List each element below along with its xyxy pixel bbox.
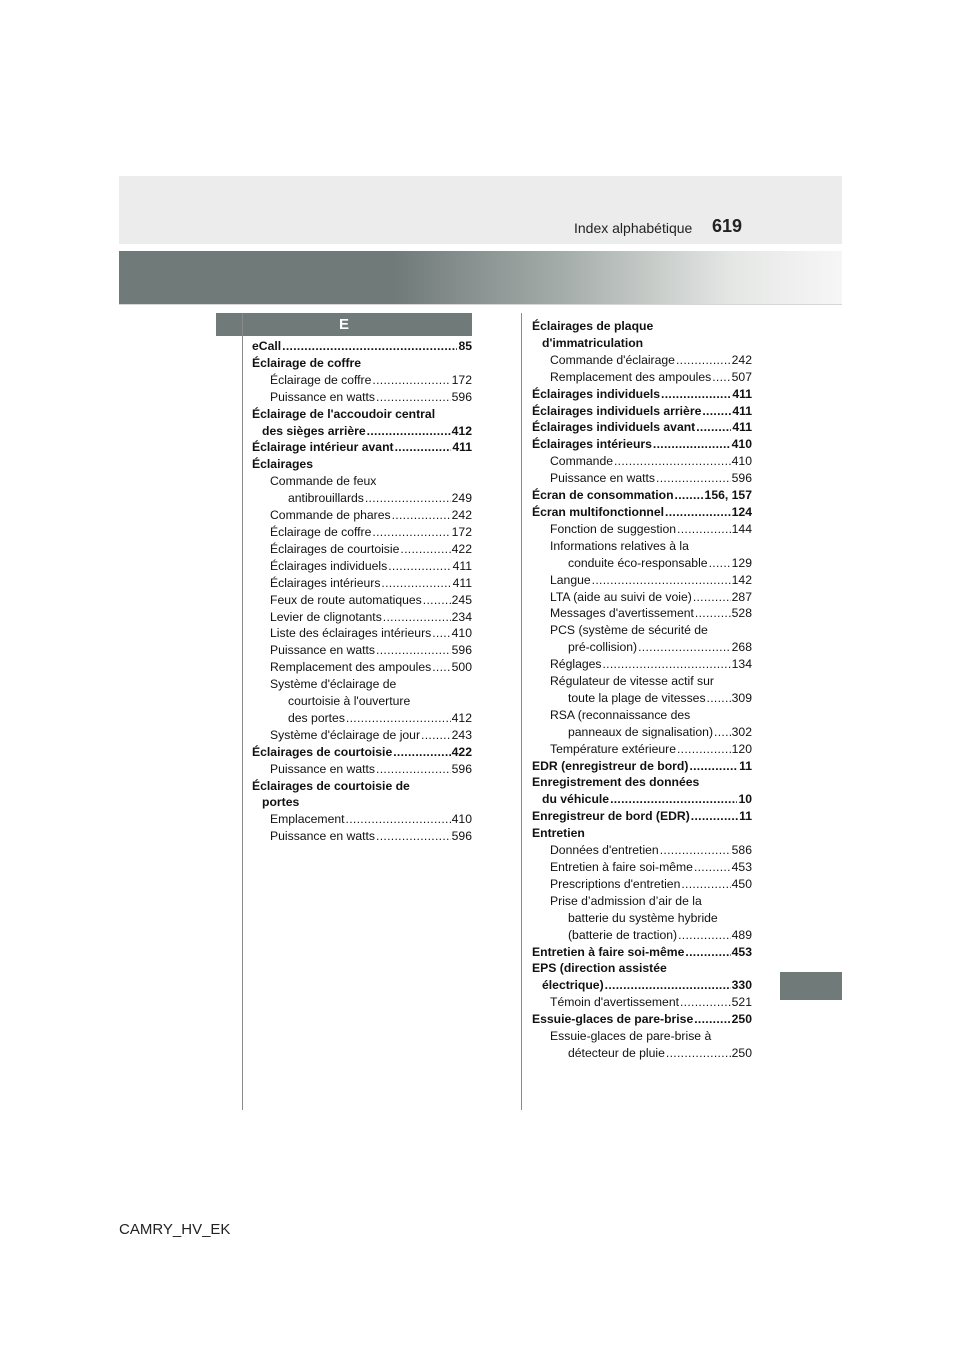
index-subentry-continued: pré-collision) ..... 268 — [532, 639, 752, 656]
index-subentry: Essuie-glaces de pare-brise à — [550, 1029, 712, 1044]
index-subentry: Système d'éclairage de jour ..... 243 — [252, 727, 472, 744]
index-subentry-continued: antibrouillards ..... 249 — [252, 490, 472, 507]
header-band — [119, 251, 842, 304]
index-subentry: Commande ..... 410 — [532, 453, 752, 470]
index-subentry: Commande d'éclairage ..... 242 — [532, 352, 752, 369]
index-entry: Entretien à faire soi-même ..... 453 — [532, 944, 752, 961]
index-entry: Éclairages individuels arrière ..... 411 — [532, 403, 752, 420]
index-entry-continued: portes — [262, 795, 300, 810]
index-entry: Éclairage intérieur avant ..... 411 — [252, 439, 472, 456]
index-entry: Éclairages individuels ..... 411 — [532, 386, 752, 403]
index-subentry: LTA (aide au suivi de voie) ..... 287 — [532, 589, 752, 606]
index-entry: Écran multifonctionnel ..... 124 — [532, 504, 752, 521]
index-entry: Éclairages — [252, 457, 313, 472]
index-subentry: Puissance en watts ..... 596 — [252, 642, 472, 659]
index-subentry: Emplacement ..... 410 — [252, 811, 472, 828]
index-subentry: Commande de phares ..... 242 — [252, 507, 472, 524]
index-subentry: Langue ..... 142 — [532, 572, 752, 589]
index-subentry-continued: (batterie de traction) ..... 489 — [532, 927, 752, 944]
left-column-rule — [242, 313, 243, 1110]
index-entry: EPS (direction assistée — [532, 961, 667, 976]
footer-model-code: CAMRY_HV_EK — [119, 1221, 231, 1238]
index-entry: Éclairages de courtoisie ..... 422 — [252, 744, 472, 761]
index-subentry-continued: toute la plage de vitesses ..... 309 — [532, 690, 752, 707]
index-subentry: Fonction de suggestion ..... 144 — [532, 521, 752, 538]
index-entry: Écran de consommation ..... 156, 157 — [532, 487, 752, 504]
index-entry-continued: électrique) ..... 330 — [532, 977, 752, 994]
index-entry: Éclairages de courtoisie de — [252, 778, 410, 793]
index-subentry: Éclairages intérieurs ..... 411 — [252, 575, 472, 592]
index-entry: Enregistreur de bord (EDR) ..... 11 — [532, 808, 752, 825]
index-subentry: Éclairage de coffre ..... 172 — [252, 372, 472, 389]
index-subentry: Entretien à faire soi-même ..... 453 — [532, 859, 752, 876]
index-subentry: Données d'entretien ..... 586 — [532, 842, 752, 859]
index-subentry: RSA (reconnaissance des — [550, 707, 691, 722]
index-subentry: Commande de feux — [270, 474, 377, 489]
index-entry: Éclairage de coffre — [252, 355, 362, 370]
index-entry: Enregistrement des données — [532, 775, 700, 790]
index-entry: Entretien — [532, 826, 585, 841]
index-subentry: Éclairages de courtoisie ..... 422 — [252, 541, 472, 558]
index-subentry: Réglages ..... 134 — [532, 656, 752, 673]
index-entry-continued: du véhicule ..... 10 — [532, 791, 752, 808]
index-subentry: Éclairages individuels ..... 411 — [252, 558, 472, 575]
index-subentry: Puissance en watts ..... 596 — [252, 761, 472, 778]
index-entry: Éclairages intérieurs ..... 410 — [532, 436, 752, 453]
header-title: Index alphabétique — [574, 220, 693, 236]
index-subentry: Remplacement des ampoules ..... 500 — [252, 659, 472, 676]
chapter-thumb-tab — [780, 972, 842, 1000]
index-entry: EDR (enregistreur de bord) ..... 11 — [532, 758, 752, 775]
index-subentry-continued: des portes ..... 412 — [252, 710, 472, 727]
index-subentry: Messages d'avertissement ..... 528 — [532, 605, 752, 622]
index-subentry: Remplacement des ampoules ..... 507 — [532, 369, 752, 386]
index-entry: Éclairages individuels avant ..... 411 — [532, 419, 752, 436]
index-subentry: Prise d’admission d’air de la — [550, 893, 702, 908]
index-subentry-continued: courtoisie à l'ouverture — [288, 694, 411, 709]
index-subentry-continued: détecteur de pluie ..... 250 — [532, 1045, 752, 1062]
index-entry-continued: des sièges arrière ..... 412 — [252, 423, 472, 440]
index-entry-continued: d'immatriculation — [542, 335, 644, 350]
index-subentry: Régulateur de vitesse actif sur — [550, 674, 714, 689]
index-subentry: Feux de route automatiques ..... 245 — [252, 592, 472, 609]
index-column-left — [252, 338, 472, 845]
index-subentry: Prescriptions d'entretien ..... 450 — [532, 876, 752, 893]
index-subentry-continued: conduite éco-responsable ..... 129 — [532, 555, 752, 572]
index-subentry: Température extérieure ..... 120 — [532, 741, 752, 758]
page-number: 619 — [712, 216, 743, 236]
index-entry: Éclairage de l'accoudoir central — [252, 406, 436, 421]
index-subentry-continued: batterie du système hybride — [568, 910, 718, 925]
index-subentry: Liste des éclairages intérieurs ..... 410 — [252, 625, 472, 642]
index-subentry: Témoin d'avertissement ..... 521 — [532, 994, 752, 1011]
index-column-right — [532, 318, 752, 1062]
index-subentry-continued: panneaux de signalisation) ..... 302 — [532, 724, 752, 741]
index-subentry: PCS (système de sécurité de — [550, 623, 708, 638]
section-letter-bar: E — [216, 313, 472, 336]
index-subentry: Puissance en watts ..... 596 — [252, 389, 472, 406]
index-subentry: Levier de clignotants ..... 234 — [252, 609, 472, 626]
index-subentry: Puissance en watts ..... 596 — [532, 470, 752, 487]
index-entry: Essuie-glaces de pare-brise ..... 250 — [532, 1011, 752, 1028]
right-column-rule — [521, 313, 522, 1110]
index-subentry: Éclairage de coffre ..... 172 — [252, 524, 472, 541]
index-entry: Éclairages de plaque — [532, 319, 654, 333]
index-subentry: Système d'éclairage de — [270, 677, 397, 692]
index-subentry: Puissance en watts ..... 596 — [252, 828, 472, 845]
index-subentry: Informations relatives à la — [550, 538, 689, 553]
header-divider — [119, 304, 842, 305]
index-entry: eCall ..... 85 — [252, 338, 472, 355]
